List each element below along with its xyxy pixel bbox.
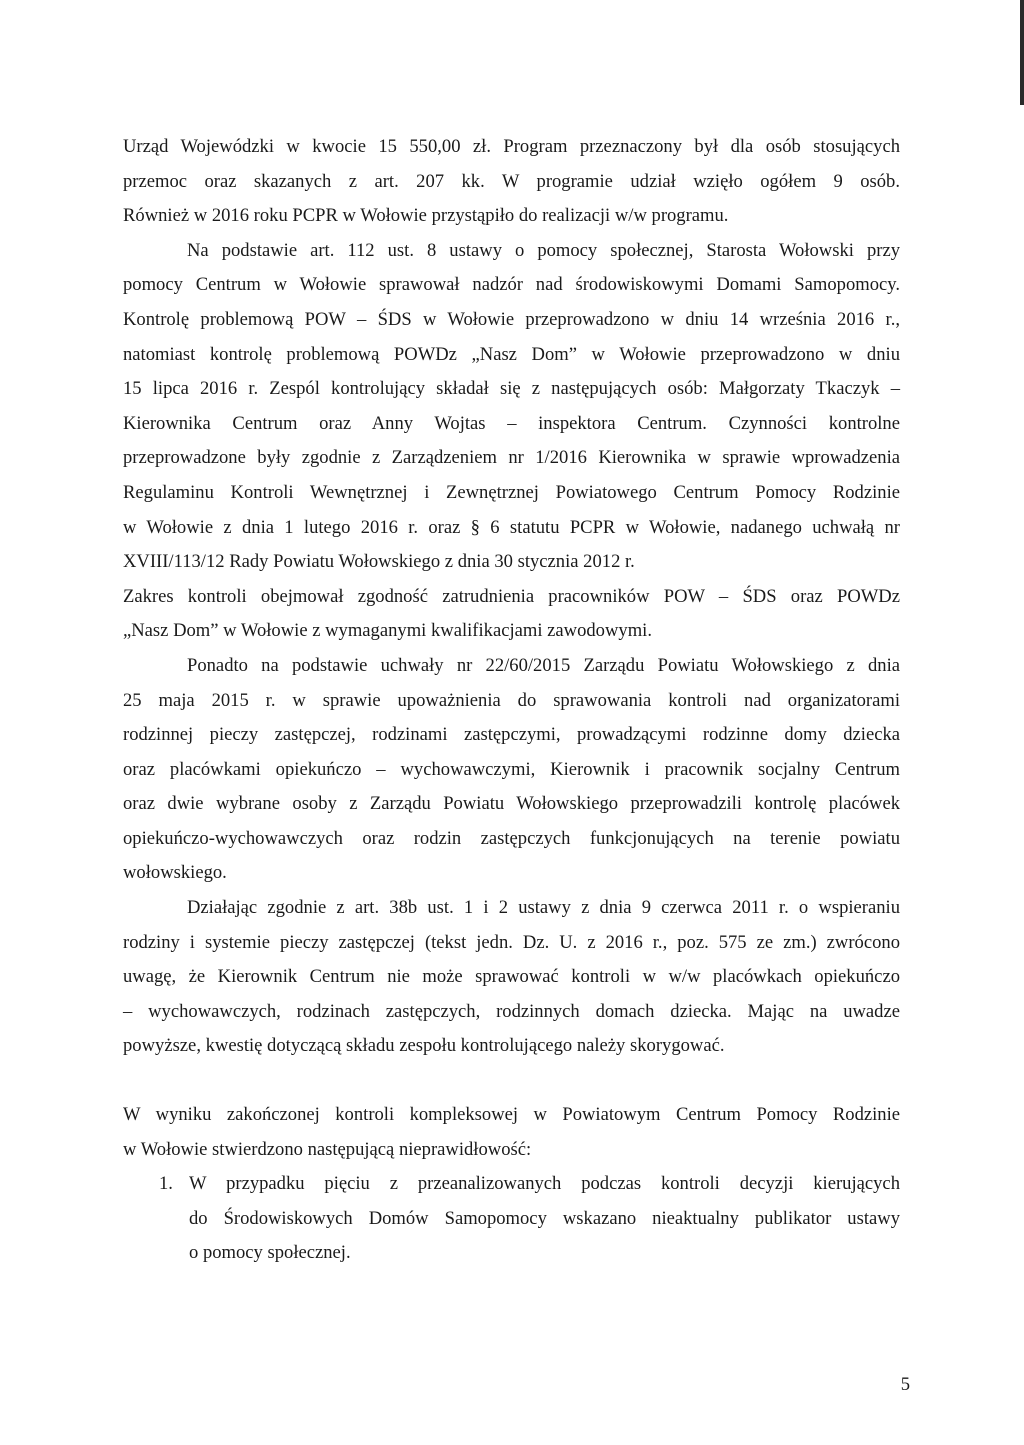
scan-edge-mark [1020, 0, 1024, 105]
text-line: opiekuńczo-wychowawczych oraz rodzin zastępczych funkcjonujących na terenie powiatu [123, 827, 900, 849]
text-line: rodziny i systemie pieczy zastępczej (tekst jedn. Dz. U. z 2016 r., poz. 575 ze zm.) zwrócono [123, 931, 900, 953]
text-line: pomocy Centrum w Wołowie sprawował nadzór nad środowiskowymi Domami Samopomocy. [123, 274, 900, 296]
text-line: o pomocy społecznej. [189, 1242, 351, 1264]
finding-list-item [123, 1167, 900, 1271]
text-line: XVIII/113/12 Rady Powiatu Wołowskiego z dnia 30 stycznia 2012 r. [123, 551, 635, 573]
paragraph-legal-basis [123, 891, 900, 1064]
text-line: Kontrolę problemową POW – ŚDS w Wołowie przeprowadzono w dniu 14 września 2016 r., [123, 308, 900, 330]
text-line: wołowskiego. [123, 862, 227, 884]
text-line: powyższe, kwestię dotyczącą składu zespołu kontrolującego należy skorygować. [123, 1035, 725, 1057]
text-line: przemoc oraz skazanych z art. 207 kk. W programie udział wzięło ogółem 9 osób. [123, 170, 900, 192]
text-line: Zakres kontroli obejmował zgodność zatrudnienia pracowników POW – ŚDS oraz POWDz [123, 585, 900, 607]
text-line: Na podstawie art. 112 ust. 8 ustawy o pomocy społecznej, Starosta Wołowski przy [187, 239, 900, 261]
text-line: Regulaminu Kontroli Wewnętrznej i Zewnętrznej Powiatowego Centrum Pomocy Rodzinie [123, 481, 900, 503]
paragraph-findings [123, 1098, 900, 1167]
text-line: natomiast kontrolę problemową POWDz „Nasz Dom” w Wołowie przeprowadzono w dniu [123, 343, 900, 365]
text-line: oraz dwie wybrane osoby z Zarządu Powiatu Wołowskiego przeprowadzili kontrolę placówek [123, 793, 900, 815]
document-body [123, 130, 900, 1271]
text-line: rodzinnej pieczy zastępczej, rodzinami zastępczymi, prowadzącymi rodzinne domy dziecka [123, 724, 900, 746]
text-line: do Środowiskowych Domów Samopomocy wskazano nieaktualny publikator ustawy [189, 1207, 900, 1229]
paragraph-gap [123, 1064, 900, 1098]
text-line: 15 lipca 2016 r. Zespól kontrolujący składał się z następujących osób: Małgorzaty Tkaczyk – [123, 378, 900, 400]
text-line: Również w 2016 roku PCPR w Wołowie przystąpiło do realizacji w/w programu. [123, 205, 729, 227]
page-number: 5 [900, 1374, 910, 1395]
paragraph-scope [123, 580, 900, 649]
list-number: 1. [159, 1173, 173, 1195]
text-line: – wychowawczych, rodzinach zastępczych, rodzinnych domach dziecka. Mając na uwadze [123, 1000, 900, 1022]
text-line: „Nasz Dom” w Wołowie z wymaganymi kwalifikacjami zawodowymi. [123, 620, 652, 642]
paragraph-supervision [123, 234, 900, 580]
text-line: w Wołowie stwierdzono następującą nieprawidłowość: [123, 1138, 532, 1160]
paragraph-program [123, 130, 900, 234]
text-line: W przypadku pięciu z przeanalizowanych podczas kontroli decyzji kierujących [189, 1173, 900, 1195]
text-line: uwagę, że Kierownik Centrum nie może sprawować kontroli w w/w placówkach opiekuńczo [123, 966, 900, 988]
text-line: w Wołowie z dnia 1 lutego 2016 r. oraz § 6 statutu PCPR w Wołowie, nadanego uchwałą nr [123, 516, 900, 538]
text-line: oraz placówkami opiekuńczo – wychowawczymi, Kierownik i pracownik socjalny Centrum [123, 758, 900, 780]
text-line: 25 maja 2015 r. w sprawie upoważnienia do sprawowania kontroli nad organizatorami [123, 689, 900, 711]
paragraph-resolution [123, 649, 900, 891]
text-line: Kierownika Centrum oraz Anny Wojtas – inspektora Centrum. Czynności kontrolne [123, 412, 900, 434]
text-line: W wyniku zakończonej kontroli kompleksowej w Powiatowym Centrum Pomocy Rodzinie [123, 1104, 900, 1126]
text-line: przeprowadzone były zgodnie z Zarządzeniem nr 1/2016 Kierownika w sprawie wprowadzenia [123, 447, 900, 469]
text-line: Urząd Wojewódzki w kwocie 15 550,00 zł. Program przeznaczony był dla osób stosujących [123, 136, 900, 157]
text-line: Działając zgodnie z art. 38b ust. 1 i 2 ustawy z dnia 9 czerwca 2011 r. o wspieraniu [187, 897, 900, 919]
text-line: Ponadto na podstawie uchwały nr 22/60/2015 Zarządu Powiatu Wołowskiego z dnia [187, 654, 900, 676]
